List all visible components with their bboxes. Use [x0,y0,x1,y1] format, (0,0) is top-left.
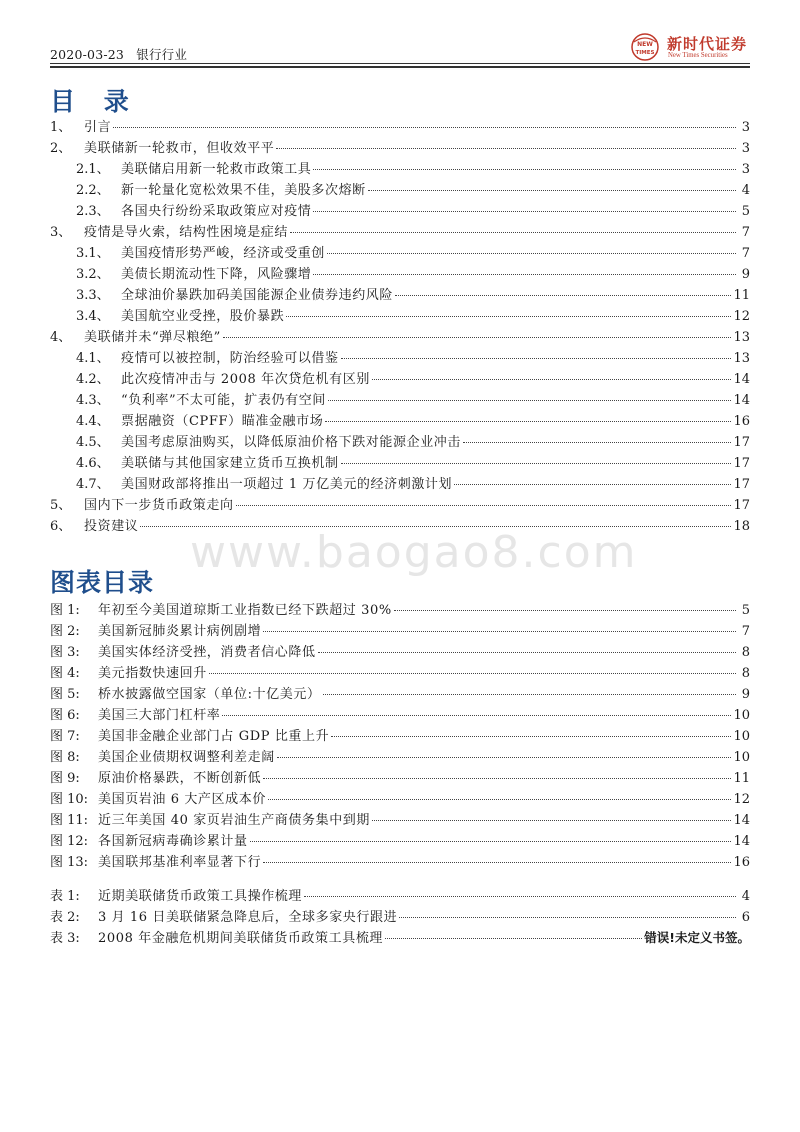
dot-leader [209,663,736,674]
toc-entry[interactable] [50,263,750,284]
entry-page-number: 11 [733,288,750,303]
toc-entry[interactable] [50,494,750,515]
entry-title: 美联储新一轮救市，但收效平平 [84,141,275,156]
figure-entry[interactable] [50,662,750,683]
entry-page-number: 10 [733,750,750,765]
toc-entry[interactable] [50,389,750,410]
entry-title: 美联储并未“弹尽粮绝” [84,330,221,345]
entry-number: 图 9: [50,771,80,786]
dot-leader [323,684,736,695]
toc-entry[interactable] [50,305,750,326]
dot-leader [286,306,731,317]
figure-entry[interactable] [50,788,750,809]
entry-title: “负利率”不太可能，扩表仍有空间 [121,393,326,408]
entry-number: 4、 [50,330,72,345]
entry-title: 近期美联储货币政策工具操作梳理 [98,889,303,904]
dot-leader [372,369,732,380]
entry-number: 2、 [50,141,72,156]
figure-entry[interactable] [50,725,750,746]
entry-number: 1、 [50,120,72,135]
entry-title: 引言 [84,120,112,135]
entry-page-number: 7 [741,246,750,261]
entry-number: 4.7、 [76,477,110,492]
entry-title: 美联储启用新一轮救市政策工具 [121,162,312,177]
entry-page-number: 8 [741,645,750,660]
dot-leader [454,474,731,485]
entry-page-number: 10 [733,708,750,723]
dot-leader [263,852,731,863]
dot-leader [268,789,732,800]
entry-number: 图 12: [50,834,89,849]
entry-page-number: 17 [733,498,750,513]
dot-leader [250,831,732,842]
entry-page-number: 5 [741,603,750,618]
dot-leader [263,768,731,779]
dot-leader [327,243,736,254]
entry-number: 3.3、 [76,288,110,303]
entry-page-number: 18 [733,519,750,534]
report-date: 2020-03-23 [50,47,125,62]
table-entry[interactable] [50,927,750,948]
toc-entry[interactable] [50,116,750,137]
entry-number: 图 10: [50,792,89,807]
figure-entry[interactable] [50,683,750,704]
dot-leader [385,928,642,939]
toc-entry[interactable] [50,368,750,389]
entry-title: 美国企业债期权调整利差走阔 [98,750,275,765]
entry-title: 美国页岩油 6 大产区成本价 [98,792,266,807]
header-rule-thick [50,66,750,68]
entry-title: 美债长期流动性下降，风险骤增 [121,267,312,282]
dot-leader [222,705,731,716]
entry-title: 年初至今美国道琼斯工业指数已经下跌超过 30% [98,603,392,618]
entry-page-number: 13 [733,330,750,345]
toc-entry[interactable] [50,326,750,347]
dot-leader [328,390,732,401]
figure-entry[interactable] [50,704,750,725]
entry-title: 票据融资（CPFF）瞄准金融市场 [121,414,324,429]
dot-leader [277,747,732,758]
dot-leader [368,180,736,191]
entry-title: 全球油价暴跌加码美国能源企业债券违约风险 [121,288,394,303]
figure-entry[interactable] [50,851,750,872]
dot-leader [263,621,736,632]
entry-title: 3 月 16 日美联储紧急降息后，全球多家央行跟进 [98,910,398,925]
toc-list [50,116,750,536]
entry-number: 6、 [50,519,72,534]
entry-page-number: 8 [741,666,750,681]
entry-page-number: 6 [741,910,750,925]
entry-page-number: 10 [733,729,750,744]
table-entry[interactable] [50,906,750,927]
entry-title: 投资建议 [84,519,139,534]
entry-title: 美国联邦基准利率显著下行 [98,855,262,870]
entry-page-number: 14 [733,813,750,828]
entry-number: 4.2、 [76,372,110,387]
entry-page-number: 7 [741,225,750,240]
entry-title: 疫情可以被控制，防治经验可以借鉴 [121,351,339,366]
entry-page-number: 11 [733,771,750,786]
entry-title: 美元指数快速回升 [98,666,207,681]
dot-leader [395,285,731,296]
entry-number: 2.1、 [76,162,110,177]
figure-entry[interactable] [50,746,750,767]
entry-title: 美国考虑原油购买，以降低原油价格下跌对能源企业冲击 [121,435,462,450]
entry-number: 2.2、 [76,183,110,198]
toc-entry[interactable] [50,410,750,431]
entry-page-number: 14 [733,393,750,408]
entry-page-number: 3 [741,162,750,177]
toc-entry[interactable] [50,179,750,200]
dot-leader [276,138,736,149]
toc-entry[interactable] [50,242,750,263]
toc-entry[interactable] [50,347,750,368]
entry-number: 4.1、 [76,351,110,366]
entry-title: 美国疫情形势严峻，经济或受重创 [121,246,326,261]
svg-text:NEW: NEW [637,41,653,48]
toc-entry[interactable] [50,137,750,158]
entry-page-number: 错误!未定义书签。 [644,930,750,945]
entry-page-number: 4 [741,183,750,198]
toc-entry[interactable] [50,431,750,452]
svg-text:TIMES: TIMES [635,50,655,56]
entry-title: 美国财政部将推出一项超过 1 万亿美元的经济刺激计划 [121,477,453,492]
entry-title: 各国新冠病毒确诊累计量 [98,834,248,849]
entry-number: 图 2: [50,624,80,639]
entry-number: 3.2、 [76,267,110,282]
dot-leader [313,264,736,275]
entry-title: 各国央行纷纷采取政策应对疫情 [121,204,312,219]
entry-title: 国内下一步货币政策走向 [84,498,234,513]
figure-entry[interactable] [50,767,750,788]
entry-title: 美国新冠肺炎累计病例剧增 [98,624,262,639]
entry-page-number: 12 [733,792,750,807]
entry-number: 图 7: [50,729,80,744]
entry-number: 图 6: [50,708,80,723]
table-entry[interactable] [50,885,750,906]
entry-page-number: 17 [733,477,750,492]
dot-leader [313,159,736,170]
entry-page-number: 14 [733,834,750,849]
figure-entry[interactable] [50,830,750,851]
watermark-text: www.baogao8.com [190,527,638,578]
toc-heading: 目 录 [50,87,139,116]
entry-page-number: 3 [741,120,750,135]
toc-entry[interactable] [50,452,750,473]
dot-leader [313,201,736,212]
logo-english-name: New Times Securities [668,52,728,59]
toc-entry[interactable] [50,221,750,242]
entry-title: 美国实体经济受挫，消费者信心降低 [98,645,316,660]
entry-title: 此次疫情冲击与 2008 年次贷危机有区别 [121,372,370,387]
entry-number: 4.6、 [76,456,110,471]
dot-leader [290,222,736,233]
report-industry: 银行行业 [136,47,188,62]
toc-entry[interactable] [50,200,750,221]
toc-entry[interactable] [50,158,750,179]
entry-number: 表 1: [50,889,80,904]
entry-page-number: 5 [741,204,750,219]
figures-list [50,599,750,872]
dot-leader [318,642,736,653]
entry-number: 3.4、 [76,309,110,324]
figures-heading: 图表目录 [50,568,155,597]
logo-emblem-icon [630,32,664,62]
entry-number: 4.4、 [76,414,110,429]
entry-number: 表 2: [50,910,80,925]
figure-entry[interactable] [50,599,750,620]
dot-leader [399,907,736,918]
entry-title: 美国三大部门杠杆率 [98,708,221,723]
entry-title: 美国非金融企业部门占 GDP 比重上升 [98,729,330,744]
entry-page-number: 4 [741,889,750,904]
entry-page-number: 3 [741,141,750,156]
dot-leader [341,348,732,359]
dot-leader [304,886,736,897]
entry-page-number: 16 [733,855,750,870]
toc-entry[interactable] [50,284,750,305]
entry-number: 图 5: [50,687,80,702]
dot-leader [331,726,731,737]
entry-number: 3.1、 [76,246,110,261]
entry-title: 疫情是导火索，结构性困境是症结 [84,225,289,240]
dot-leader [223,327,732,338]
entry-title: 美国航空业受挫，股价暴跌 [121,309,285,324]
entry-number: 5、 [50,498,72,513]
entry-page-number: 16 [733,414,750,429]
entry-title: 新一轮量化宽松效果不佳，美股多次熔断 [121,183,366,198]
dot-leader [236,495,732,506]
header-rule [50,63,750,64]
entry-number: 图 13: [50,855,89,870]
dot-leader [463,432,731,443]
entry-number: 图 4: [50,666,80,681]
entry-page-number: 12 [733,309,750,324]
entry-title: 桥水披露做空国家（单位:十亿美元） [98,687,321,702]
entry-number: 图 8: [50,750,80,765]
entry-title: 2008 年金融危机期间美联储货币政策工具梳理 [98,931,384,946]
entry-page-number: 9 [741,687,750,702]
entry-number: 表 3: [50,931,80,946]
logo-chinese-name: 新时代证券 [667,35,748,53]
entry-title: 原油价格暴跌，不断创新低 [98,771,262,786]
entry-page-number: 17 [733,456,750,471]
entry-number: 3、 [50,225,72,240]
entry-page-number: 9 [741,267,750,282]
entry-number: 2.3、 [76,204,110,219]
dot-leader [341,453,732,464]
entry-number: 图 11: [50,813,89,828]
entry-title: 美联储与其他国家建立货币互换机制 [121,456,339,471]
entry-number: 图 3: [50,645,80,660]
dot-leader [372,810,731,821]
entry-page-number: 14 [733,372,750,387]
dot-leader [113,117,736,128]
dot-leader [325,411,731,422]
entry-number: 图 1: [50,603,80,618]
dot-leader [140,516,731,527]
page-header [50,30,750,64]
entry-number: 4.3、 [76,393,110,408]
entry-title: 近三年美国 40 家页岩油生产商债务集中到期 [98,813,371,828]
dot-leader [394,600,736,611]
entry-number: 4.5、 [76,435,110,450]
tables-list [50,885,750,948]
header-meta [50,45,195,63]
entry-page-number: 17 [733,435,750,450]
entry-page-number: 13 [733,351,750,366]
toc-entry[interactable] [50,473,750,494]
figure-entry[interactable] [50,809,750,830]
figure-entry[interactable] [50,620,750,641]
company-logo [630,32,750,64]
figure-entry[interactable] [50,641,750,662]
entry-page-number: 7 [741,624,750,639]
